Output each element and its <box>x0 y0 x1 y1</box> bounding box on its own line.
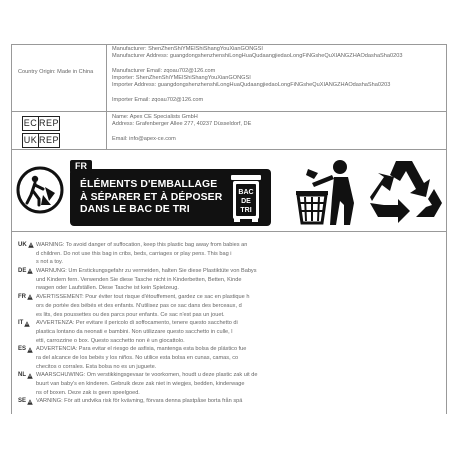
manufacturer-line: Importer: ShenZhenShiYMEIShiShangYouXianGONGSI <box>112 75 251 82</box>
uk-rep-label: REP <box>38 135 59 145</box>
label-frame <box>11 44 447 414</box>
warning-se <box>12 397 446 406</box>
manufacturer-line: Manufacturer Address: guangdongshenzhenshiLongHuaQudaangjiedaoLongFiNGsheQuXIANGZHAOdashaSha0203 <box>112 53 403 60</box>
manufacturer-line: Manufacturer: ShenZhenShiYMEIShiShangYouXianGONGSI <box>112 46 263 52</box>
country-of-origin: Country Origin: Made in China <box>18 69 94 75</box>
warning-it <box>12 319 446 345</box>
manufacturer-line: Importer Email: zqoau702@126.com <box>112 97 204 104</box>
warning-de <box>12 267 446 293</box>
warning-triangle-icon <box>27 347 33 353</box>
bin-label: BAC <box>238 189 254 196</box>
bin-label: DE <box>241 198 251 205</box>
sorting-bin-icon <box>227 173 265 223</box>
warning-line: ns of boxen. Deze zak is geen speelgoed. <box>36 389 140 396</box>
triman-icon <box>15 165 65 215</box>
warning-line: d children. Do not use this bag in cribs, beds, carriages or play pens. This bag i <box>36 250 232 257</box>
section-divider <box>12 231 446 232</box>
manufacturer-line <box>112 61 402 68</box>
warning-uk <box>12 241 446 267</box>
column-divider <box>106 45 107 111</box>
section-divider <box>12 149 446 150</box>
warning-line: VARNING: För att undvika risk för kvävning, förvara denna plastpåse borta från spä <box>36 398 243 405</box>
country-code: SE <box>18 397 33 406</box>
warning-nl <box>12 371 446 397</box>
bin-label: TRI <box>240 207 252 214</box>
warning-triangle-icon <box>27 294 33 300</box>
rep-block <box>112 114 251 143</box>
country-code: UK <box>18 241 34 250</box>
column-divider <box>106 111 107 149</box>
warning-line: AVVERTENZA: Per evitare il pericolo di soffocamento, tenere questo sacchetto di <box>36 320 238 327</box>
warning-fr <box>12 293 446 319</box>
country-code: DE <box>18 267 33 276</box>
warning-line: und Kindern fern. Verwenden Sie diese Tasche nicht in Kinderbetten, Betten, Kinde <box>36 276 242 283</box>
rep-line: Address: Grafenberger Allee 277, 40237 Düsseldorf, DE <box>112 121 252 128</box>
warning-line: checitos o corrales. Esta bolsa no es un juguete. <box>36 363 157 370</box>
warning-line: etti, carrozzine o box. Questo sacchetto non è un giocattolo. <box>36 337 185 344</box>
rep-line: Email: info@apex-ce.com <box>112 135 176 142</box>
warning-line: ra del alcance de los bebés y los niños. No utilice esta bolsa en cunas, camas, co <box>36 354 239 361</box>
uk-rep-mark <box>22 133 60 148</box>
rep-line: Name: Apex CE Specialists GmbH <box>112 114 198 120</box>
warning-line: AVERTISSEMENT: Pour éviter tout risque d'étouffement, gardez ce sac en plastique h <box>36 294 250 301</box>
manufacturer-block <box>112 46 402 104</box>
rep-line <box>112 129 251 136</box>
country-code: ES <box>18 345 33 354</box>
warning-triangle-icon <box>28 242 34 248</box>
ec-rep-code: EC <box>23 118 38 128</box>
warning-line: rwagen oder Laufställen. Diese Tasche ist kein Spielzeug. <box>36 285 179 292</box>
manufacturer-line: Importer Address: guangdongshenzhenshiLongHuaQudaangjiedaoLongFiNGsheQuXIANGZHAOdashaSha0203 <box>112 82 391 89</box>
fr-tag: FR <box>70 160 92 173</box>
country-code: NL <box>18 371 33 380</box>
recycling-band <box>12 155 446 227</box>
country-code: FR <box>18 293 33 302</box>
warning-triangle-icon <box>24 321 30 327</box>
uk-rep-code: UK <box>23 135 38 145</box>
triman-line: À SÉPARER ET À DÉPOSER <box>80 191 223 203</box>
section-divider <box>12 111 446 112</box>
warning-line: buurt van baby's en kinderen. Gebruik deze zak niet in wiegjes, bedden, kinderwage <box>36 381 245 387</box>
warning-line: ors de portée des bébés et des enfants. N'utilisez pas ce sac dans des berceaux, d <box>36 302 242 309</box>
triman-line: ÉLÉMENTS D'EMBALLAGE <box>80 179 218 190</box>
triman-line: DANS LE BAC DE TRI <box>80 204 190 216</box>
warning-triangle-icon <box>27 399 33 405</box>
warning-line: WARNING: To avoid danger of suffocation, keep this plastic bag away from babies an <box>36 242 248 248</box>
warnings-block <box>12 241 446 406</box>
manufacturer-line: Manufacturer Email: zqoau702@126.com <box>112 67 216 74</box>
warning-line: ADVERTENCIA: Para evitar el riesgo de asfixia, mantenga esta bolsa de plástico fue <box>36 346 247 353</box>
manufacturer-line <box>112 90 402 97</box>
ec-rep-label: REP <box>38 118 59 128</box>
warning-line: es lits, des poussettes ou des parcs pour enfants. Ce sac n'est pas un jouet. <box>36 311 225 318</box>
triman-text <box>80 179 222 217</box>
warning-triangle-icon <box>27 268 33 274</box>
ec-rep-mark <box>22 116 60 131</box>
warning-es <box>12 345 446 371</box>
warning-triangle-icon <box>27 373 33 379</box>
warning-line: s not a toy. <box>36 259 63 266</box>
warning-line: plastica lontano da neonati e bambini. Non utilizzare questo sacchetto in culle, l <box>36 328 233 335</box>
country-code: IT <box>18 319 30 328</box>
tidyman-icon <box>284 157 368 227</box>
recycle-icon <box>368 157 444 227</box>
warning-line: WARNUNG: Um Erstickungsgefahr zu vermeiden, halten Sie diese Plastiktüte von Babys <box>36 268 257 275</box>
warning-line: WAARSCHUWING: Om verstikkingsgevaar te voorkomen, houdt u deze plastic zak uit de <box>36 372 258 379</box>
